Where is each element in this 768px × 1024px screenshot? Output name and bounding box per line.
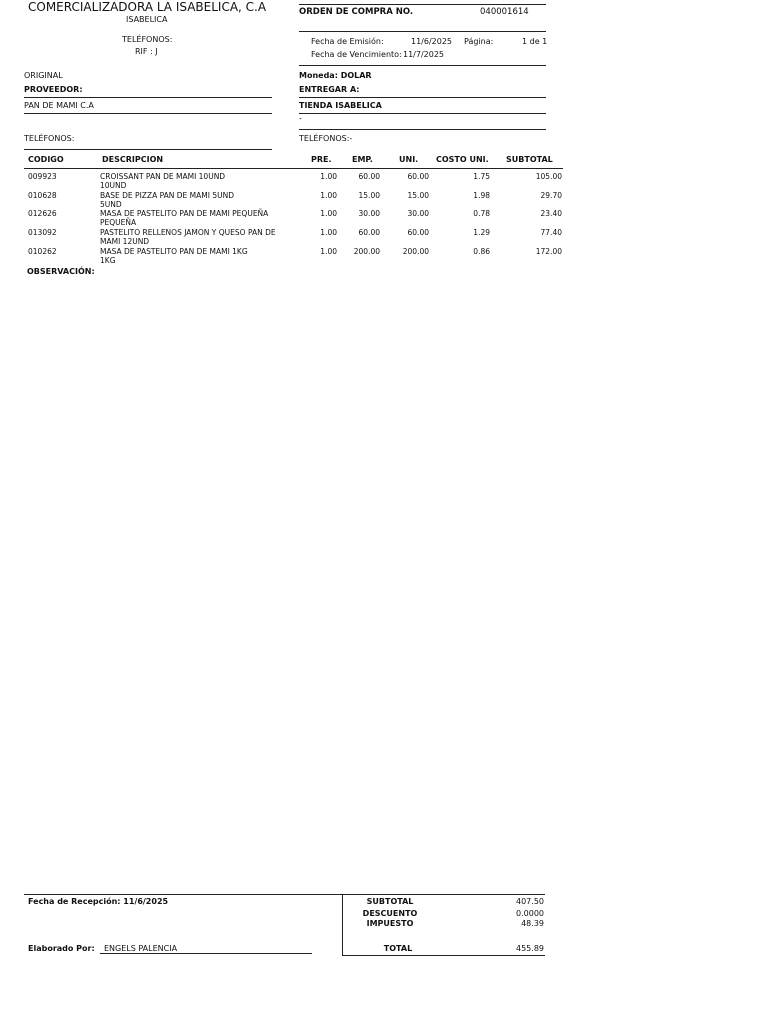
order-top-line [299, 4, 546, 5]
cell-description: BASE DE PIZZA PAN DE MAMI 5UND [100, 191, 234, 200]
col-emp-header: EMP. [352, 155, 373, 164]
col-uni-header: UNI. [399, 155, 419, 164]
discount-label: DESCUENTO [362, 909, 418, 918]
subtotal-label: SUBTOTAL [366, 897, 414, 906]
cell-description: PASTELITO RELLENOS JAMON Y QUESO PAN DE [100, 228, 276, 237]
due-date: 11/7/2025 [403, 50, 445, 59]
company-rif: RIF : J [135, 47, 158, 56]
tax-label: IMPUESTO [366, 919, 414, 928]
order-title: ORDEN DE COMPRA NO. [299, 7, 414, 17]
cell-code: 009923 [28, 172, 57, 181]
supplier-name: PAN DE MAMI C.A [24, 101, 94, 110]
cell-description: MASA DE PASTELITO PAN DE MAMI 1KG [100, 247, 248, 256]
cell-subtotal: 77.40 [540, 228, 562, 237]
order-number: 040001614 [480, 7, 529, 17]
supplier-phones-line [24, 149, 272, 150]
dates-bottom-line [299, 65, 546, 66]
col-description-header: DESCRIPCION [102, 155, 164, 164]
cell-code: 013092 [28, 228, 57, 237]
copy-type: ORIGINAL [24, 71, 63, 80]
cell-description: 5UND [100, 199, 122, 209]
observation-label: OBSERVACIÓN: [27, 267, 95, 276]
tax-value: 48.39 [521, 919, 544, 928]
cell-description: CROISSANT PAN DE MAMI 10UND [100, 172, 226, 181]
cell-cost: 0.86 [473, 247, 490, 256]
col-subtotal-header: SUBTOTAL [506, 155, 553, 164]
cell-code: 012626 [28, 209, 57, 218]
cell-cost: 1.75 [473, 172, 490, 181]
cell-code: 010262 [28, 247, 57, 256]
cell-subtotal: 23.40 [540, 209, 562, 218]
cell-pre: 1.00 [320, 228, 337, 237]
cell-cost: 0.78 [473, 209, 490, 218]
cell-pre: 1.00 [320, 247, 337, 256]
cell-pre: 1.00 [320, 191, 337, 200]
cell-emp: 15.00 [358, 191, 380, 200]
delivery-label: ENTREGAR A: [299, 85, 360, 94]
supplier-line [24, 97, 272, 98]
subtotal-value: 407.50 [516, 897, 544, 906]
cell-description: 1KG [100, 255, 116, 265]
cell-pre: 1.00 [320, 209, 337, 218]
cell-description: 10UND [100, 180, 127, 190]
cell-uni: 15.00 [407, 191, 429, 200]
cell-description: MASA DE PASTELITO PAN DE MAMI PEQUEÑA [100, 209, 269, 218]
supplier-phones: TELÉFONOS: [24, 134, 75, 143]
supplier-name-line [24, 113, 272, 114]
cell-cost: 1.29 [473, 228, 490, 237]
delivery-name: TIENDA ISABELICA [299, 101, 382, 110]
currency: Moneda: DOLAR [299, 71, 372, 80]
discount-value: 0.0000 [516, 909, 544, 918]
supplier-label: PROVEEDOR: [24, 85, 83, 94]
col-pre-header: PRE. [311, 155, 332, 164]
page-label: Página: [464, 37, 494, 46]
cell-code: 010628 [28, 191, 57, 200]
total-label: TOTAL [383, 944, 413, 953]
company-name: COMERCIALIZADORA LA ISABELICA, C.A [28, 0, 267, 14]
page-value: 1 de 1 [522, 37, 548, 46]
cell-description: MAMI 12UND [100, 236, 150, 246]
prepared-by: ENGELS PALENCIA [104, 944, 178, 953]
cell-emp: 200.00 [353, 247, 380, 256]
total-line [342, 955, 545, 956]
cell-uni: 60.00 [407, 172, 429, 181]
delivery-line [299, 97, 546, 98]
delivery-line2: - [299, 114, 302, 123]
cell-uni: 30.00 [407, 209, 429, 218]
footer-divider [342, 894, 343, 956]
col-cost-header: COSTO UNI. [436, 155, 489, 164]
company-branch: ISABELICA [126, 15, 168, 24]
cell-emp: 60.00 [358, 172, 380, 181]
order-title-line [299, 31, 546, 32]
cell-cost: 1.98 [473, 191, 490, 200]
issue-date: 11/6/2025 [411, 37, 453, 46]
cell-uni: 60.00 [407, 228, 429, 237]
delivery-phones: TELÉFONOS:- [299, 134, 353, 143]
cell-emp: 60.00 [358, 228, 380, 237]
prepared-signature-line [100, 953, 312, 954]
cell-subtotal: 29.70 [540, 191, 562, 200]
reception-date: Fecha de Recepción: 11/6/2025 [28, 897, 169, 906]
prepared-label: Elaborado Por: [28, 944, 95, 953]
footer-top-line [24, 894, 545, 895]
issue-label: Fecha de Emisión: [311, 37, 384, 46]
total-value: 455.89 [516, 944, 544, 953]
col-code-header: CODIGO [28, 155, 64, 164]
cell-subtotal: 105.00 [535, 172, 562, 181]
cell-pre: 1.00 [320, 172, 337, 181]
cell-subtotal: 172.00 [535, 247, 562, 256]
cell-description: PEQUEÑA [100, 217, 137, 227]
cell-uni: 200.00 [402, 247, 429, 256]
delivery-line2-rule [299, 129, 546, 130]
table-header-line [24, 168, 563, 169]
due-label: Fecha de Vencimiento: [311, 50, 402, 59]
delivery-name-line [299, 113, 546, 114]
cell-emp: 30.00 [358, 209, 380, 218]
company-phones-label: TELÉFONOS: [122, 35, 173, 44]
